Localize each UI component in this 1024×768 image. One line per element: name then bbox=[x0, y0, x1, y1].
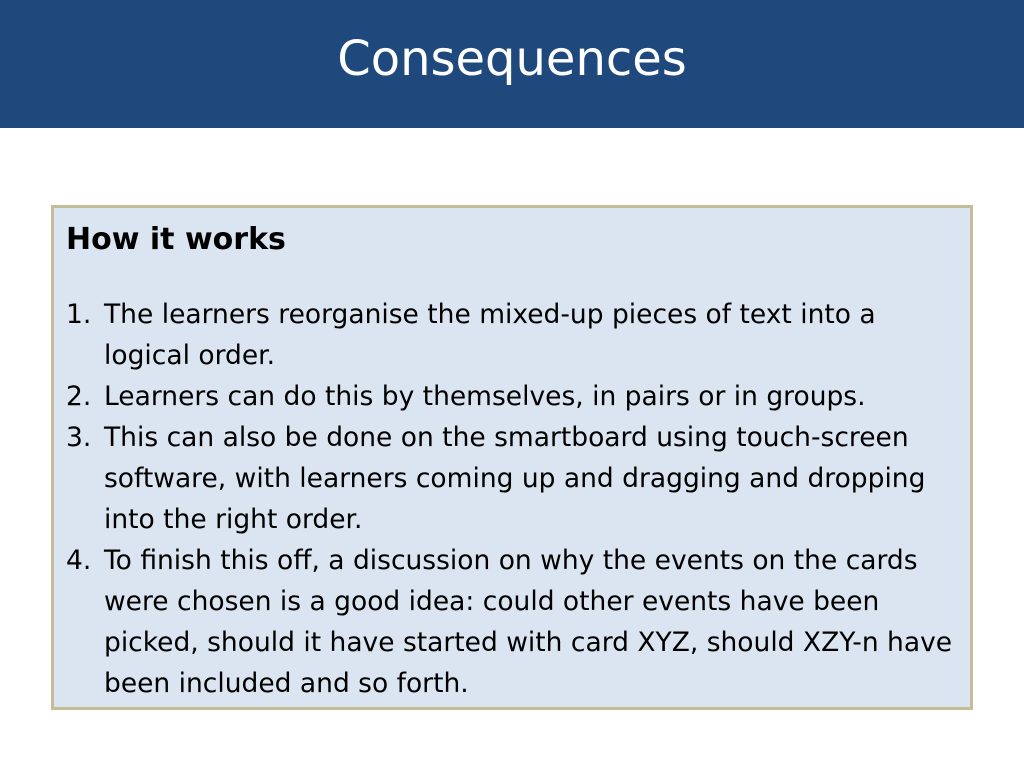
content-box bbox=[51, 205, 973, 710]
step-number: 4. bbox=[66, 545, 92, 576]
list-item bbox=[66, 376, 966, 417]
step-number: 1. bbox=[66, 299, 92, 330]
list-item bbox=[66, 294, 966, 376]
slide-title: Consequences bbox=[337, 31, 687, 87]
steps-list bbox=[66, 294, 966, 704]
step-text: This can also be done on the smartboard using touch-screen software, with learners coming up and dragging and dropping into the right order. bbox=[104, 422, 926, 535]
step-number: 2. bbox=[66, 381, 92, 412]
step-number: 3. bbox=[66, 422, 92, 453]
box-heading: How it works bbox=[66, 222, 286, 257]
step-text: The learners reorganise the mixed-up pieces of text into a logical order. bbox=[104, 299, 876, 371]
list-item bbox=[66, 540, 966, 704]
step-text: Learners can do this by themselves, in pairs or in groups. bbox=[104, 381, 866, 412]
list-item bbox=[66, 417, 966, 540]
step-text: To finish this off, a discussion on why the events on the cards were chosen is a good idea: could other events have been picked, should it have started with card XYZ, should XZY-n have been included and so forth. bbox=[104, 545, 953, 699]
title-bar bbox=[0, 0, 1024, 128]
